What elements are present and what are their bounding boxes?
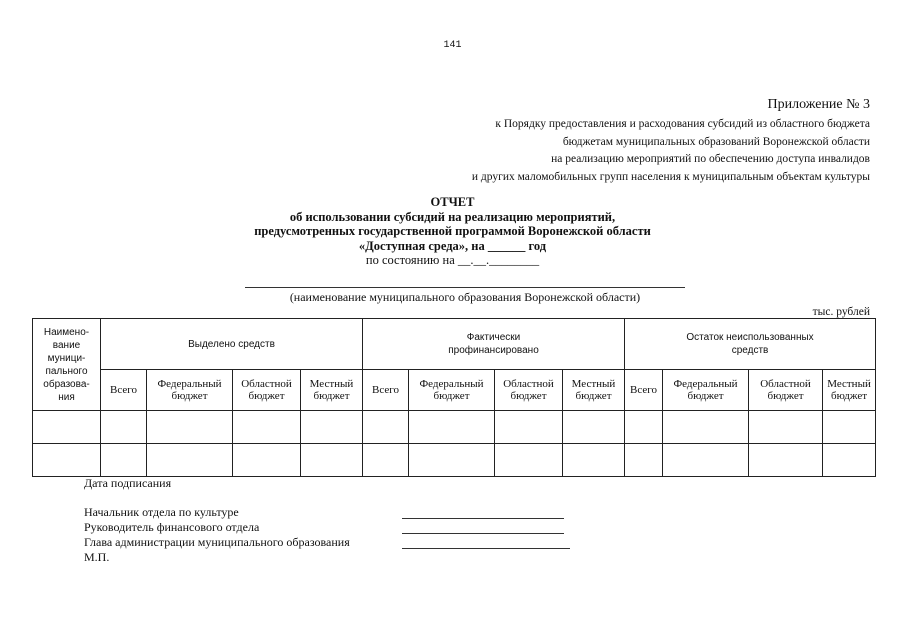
- table-subheader-row: [33, 370, 876, 411]
- table-cell[interactable]: [33, 444, 101, 477]
- column-header-total: Всего: [101, 370, 147, 411]
- table-cell[interactable]: [749, 411, 823, 444]
- appendix-line: на реализацию мероприятий по обеспечению доступа инвалидов: [551, 153, 870, 165]
- table-cell[interactable]: [147, 444, 233, 477]
- column-header-regional: Областной бюджет: [495, 370, 563, 411]
- table-cell[interactable]: [823, 411, 876, 444]
- signature-line[interactable]: [402, 518, 564, 519]
- report-subtitle-line: предусмотренных государственной программой Воронежской области: [254, 224, 651, 238]
- org-name-field-line: [245, 287, 685, 288]
- table-cell[interactable]: [301, 444, 363, 477]
- signature-line[interactable]: [402, 533, 564, 534]
- table-cell[interactable]: [101, 444, 147, 477]
- table-cell[interactable]: [823, 444, 876, 477]
- signing-date-label: Дата подписания: [84, 476, 172, 490]
- table-cell[interactable]: [233, 411, 301, 444]
- table-cell[interactable]: [33, 411, 101, 444]
- column-header-total: Всего: [363, 370, 409, 411]
- table-cell[interactable]: [147, 411, 233, 444]
- table-cell[interactable]: [233, 444, 301, 477]
- column-header-local: Местный бюджет: [301, 370, 363, 411]
- group-header-remaining: Остаток неиспользованных средств: [625, 319, 876, 370]
- table-cell[interactable]: [625, 411, 663, 444]
- table-cell[interactable]: [101, 411, 147, 444]
- report-as-of: по состоянию на __.__.________: [365, 253, 540, 267]
- table-cell[interactable]: [663, 444, 749, 477]
- group-header-allocated: Выделено средств: [101, 319, 363, 370]
- page-number: 141: [443, 40, 462, 51]
- org-name-caption: (наименование муниципального образования Воронежской области): [289, 290, 641, 304]
- column-header-local: Местный бюджет: [563, 370, 625, 411]
- table-row: [33, 411, 876, 444]
- table-cell[interactable]: [409, 444, 495, 477]
- table-cell[interactable]: [495, 411, 563, 444]
- signatory-finance-head: Руководитель финансового отдела: [84, 520, 260, 534]
- seal-placeholder: М.П.: [84, 550, 110, 564]
- appendix-line: к Порядку предоставления и расходования субсидий из областного бюджета: [495, 118, 870, 130]
- table-cell[interactable]: [363, 444, 409, 477]
- column-header-regional: Областной бюджет: [749, 370, 823, 411]
- table-cell[interactable]: [409, 411, 495, 444]
- table-cell[interactable]: [363, 411, 409, 444]
- table-row: [33, 444, 876, 477]
- column-header-total: Всего: [625, 370, 663, 411]
- table-cell[interactable]: [495, 444, 563, 477]
- group-header-financed: Фактически профинансировано: [363, 319, 625, 370]
- signatory-administration-head: Глава администрации муниципального образования: [84, 535, 350, 549]
- report-heading: [0, 195, 905, 268]
- signature-line[interactable]: [402, 548, 570, 549]
- column-header-federal: Федеральный бюджет: [147, 370, 233, 411]
- table-cell[interactable]: [625, 444, 663, 477]
- appendix-line: бюджетам муниципальных образований Воронежской области: [562, 135, 870, 148]
- report-table: [32, 318, 876, 477]
- units-label: тыс. рублей: [812, 306, 870, 318]
- column-header-local: Местный бюджет: [823, 370, 876, 411]
- table-header-row: [33, 319, 876, 370]
- column-header-federal: Федеральный бюджет: [663, 370, 749, 411]
- table-cell[interactable]: [563, 411, 625, 444]
- table-cell[interactable]: [563, 444, 625, 477]
- table-cell[interactable]: [663, 411, 749, 444]
- appendix-title: Приложение № 3: [767, 97, 870, 112]
- table-cell[interactable]: [749, 444, 823, 477]
- appendix-line: и других маломобильных групп населения к муниципальным объектам культуры: [471, 170, 870, 183]
- column-header-regional: Областной бюджет: [233, 370, 301, 411]
- table-cell[interactable]: [301, 411, 363, 444]
- report-subtitle-line: об использовании субсидий на реализацию мероприятий,: [289, 209, 616, 224]
- column-header-federal: Федеральный бюджет: [409, 370, 495, 411]
- report-subtitle-line: «Доступная среда», на ______ год: [358, 238, 547, 253]
- column-header-name: Наимено- вание муници- пального образова- ния: [33, 319, 101, 411]
- appendix-subtitle: [472, 116, 870, 186]
- signatory-culture-head: Начальник отдела по культуре: [84, 505, 239, 519]
- report-title: ОТЧЕТ: [430, 195, 475, 209]
